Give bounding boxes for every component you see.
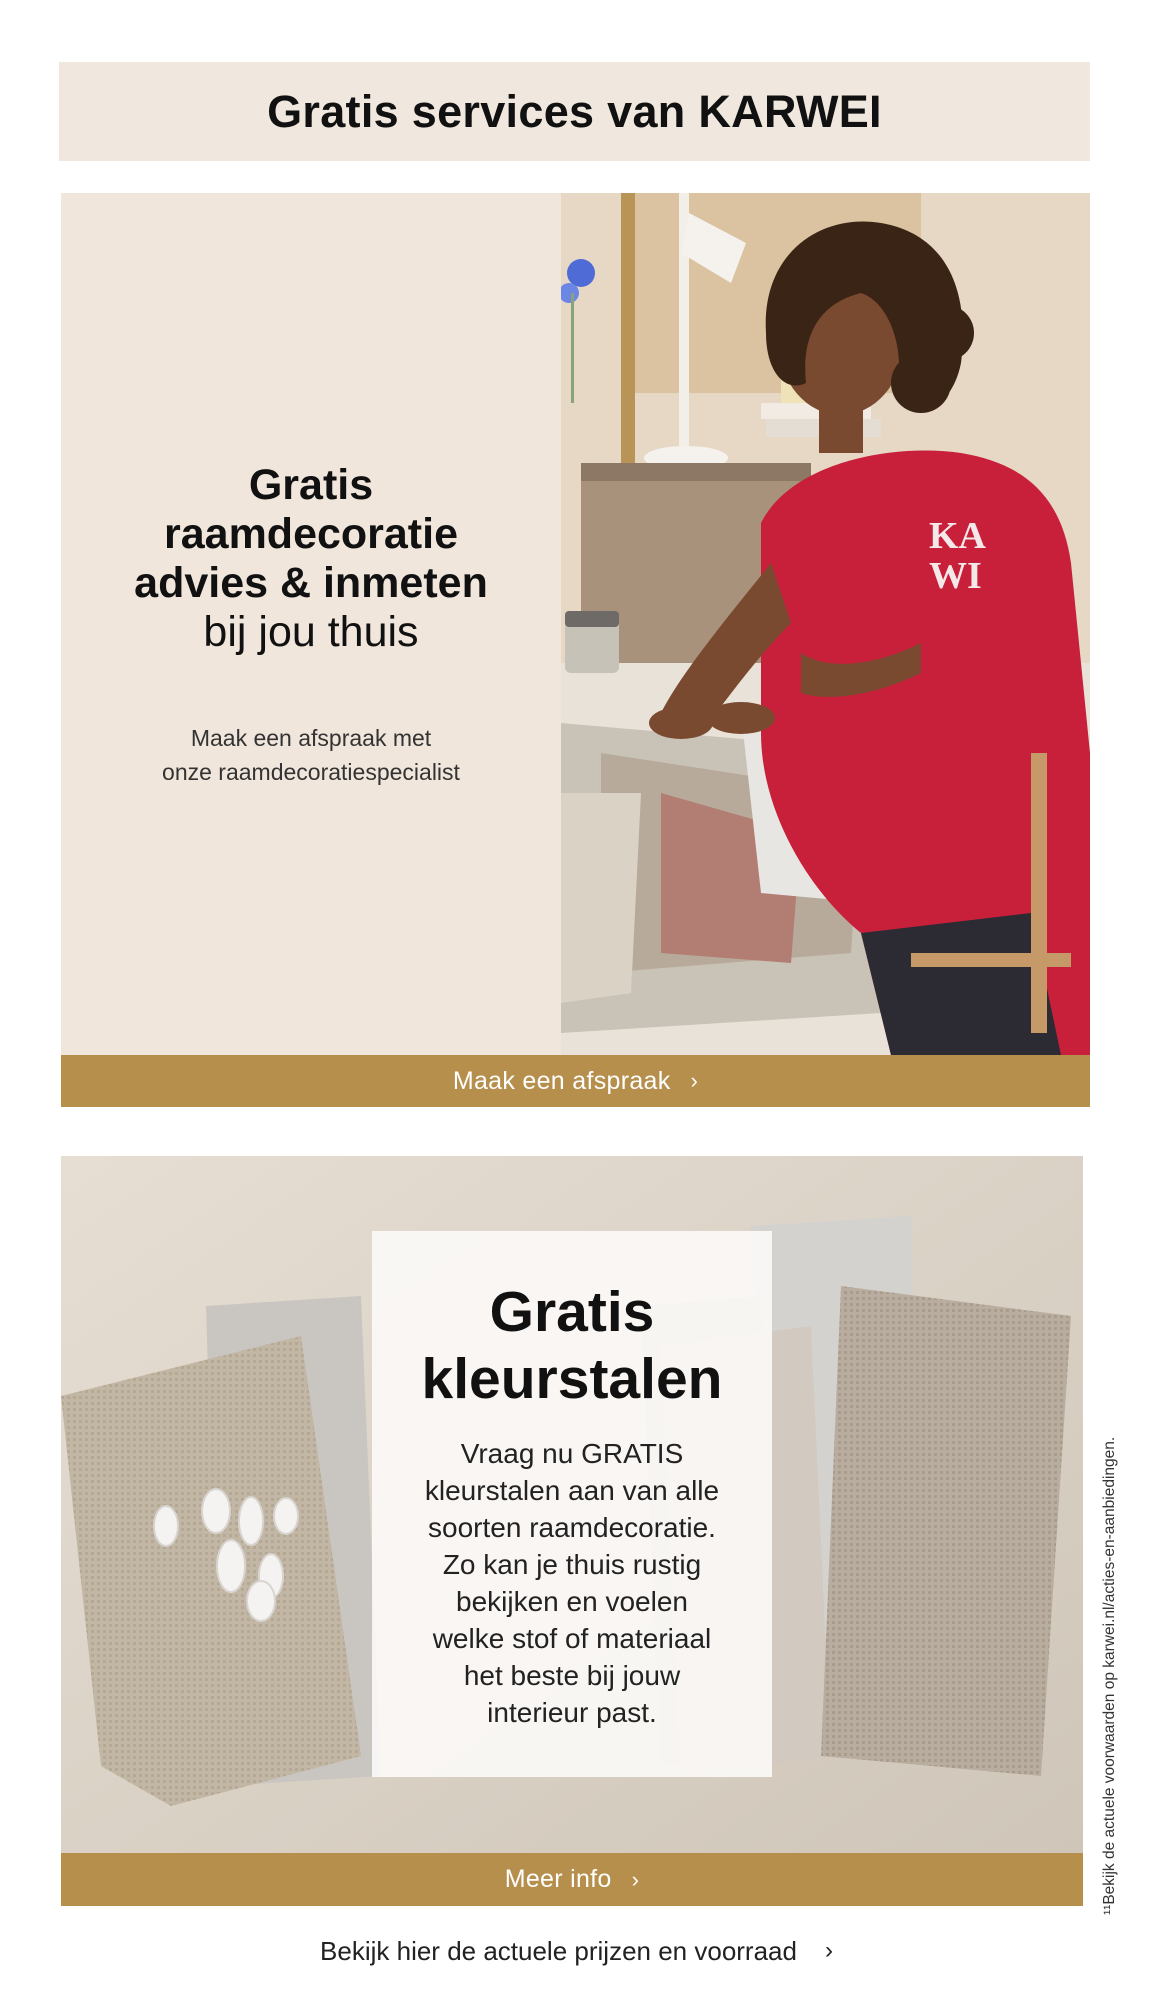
shirt-logo-text: KA [929,515,986,557]
heading-line: Gratis [248,461,374,509]
body-line: het beste bij jouw [463,1660,681,1691]
shirt-logo-text: WI [929,555,982,597]
body-line: Zo kan je thuis rustig [442,1549,702,1580]
heading-line: advies & inmeten [134,559,488,607]
cta-label: Maak een afspraak [452,1066,671,1095]
heading-line: Gratis [489,1280,655,1344]
promo-heading [61,461,561,657]
cta-label: Meer info [504,1865,612,1893]
subtext-line: Maak een afspraak met [190,725,432,751]
body-line: welke stof of materiaal [432,1623,712,1654]
page-header [59,62,1090,161]
heading-line: kleurstalen [421,1347,723,1411]
chevron-right-icon: › [690,1068,699,1093]
page-title: Gratis services van KARWEI [267,85,882,137]
specialist-illustration [561,193,1090,1055]
link-label: Bekijk hier de actuele prijzen en voorraad [320,1935,797,1966]
prices-stock-link[interactable] [0,1932,1153,1970]
legal-disclaimer: ¹¹Bekijk de actuele voorwaarden op karwei.nl/acties-en-aanbiedingen. [1101,1436,1118,1915]
body-line: Vraag nu GRATIS [460,1438,684,1469]
chevron-right-icon: › [631,1866,640,1892]
heading-line-light: bij jou thuis [203,608,419,656]
body-line: soorten raamdecoratie. [428,1512,716,1543]
promo-subtext [61,721,561,789]
body-line: kleurstalen aan van alle [424,1475,720,1506]
subtext-line: onze raamdecoratiespecialist [162,759,460,785]
heading-line: raamdecoratie [164,510,458,558]
body-line: bekijken en voelen [456,1586,688,1617]
body-line: interieur past. [487,1697,657,1728]
samples-heading [372,1279,772,1413]
promo-color-samples [61,1156,1083,1853]
promo-measuring-service [61,193,1090,1055]
promo-text-panel [61,193,561,1055]
samples-body [396,1435,748,1731]
more-info-button[interactable] [61,1853,1083,1906]
samples-info-card [372,1231,772,1777]
make-appointment-button[interactable] [61,1055,1090,1107]
specialist-photo [561,193,1090,1055]
chevron-right-icon: › [824,1937,833,1964]
